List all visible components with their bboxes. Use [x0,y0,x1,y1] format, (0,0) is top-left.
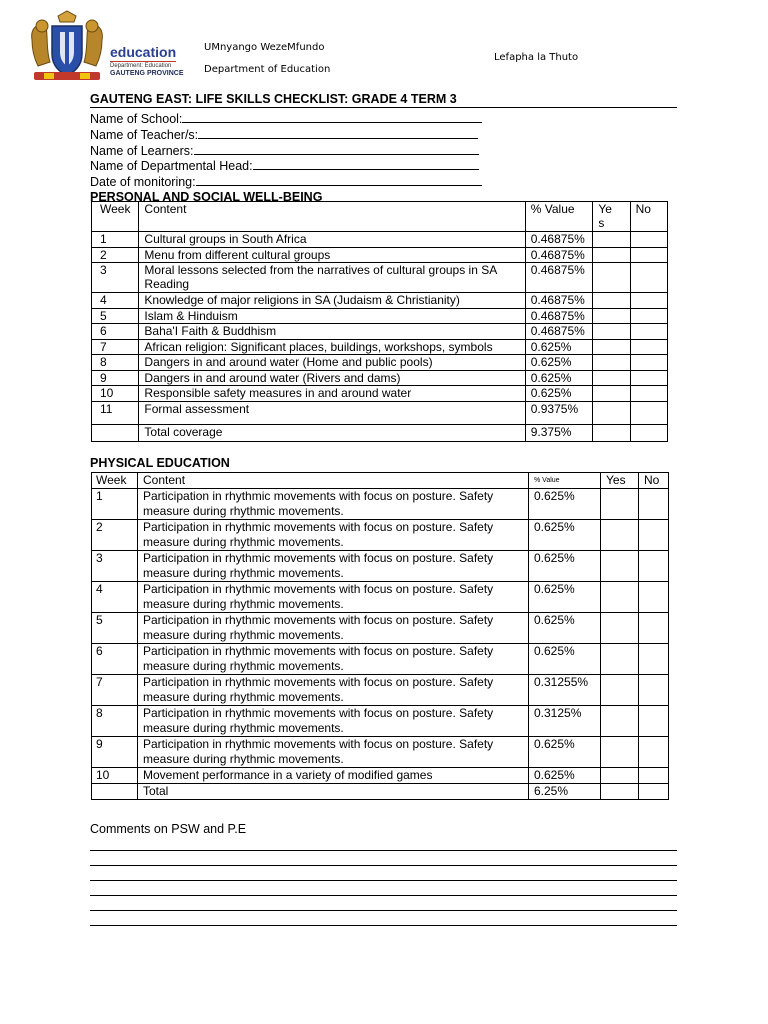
yes-checkbox-cell[interactable] [593,232,630,248]
table-row [92,551,669,582]
column-header-content: Content [139,202,525,232]
yes-checkbox-cell[interactable] [593,370,630,386]
content-cell: Movement performance in a variety of modified games [138,768,529,784]
content-cell: Participation in rhythmic movements with focus on posture. Safety measure during rhythmic movements. [138,675,529,706]
pe-header-row [92,473,669,489]
content-cell: Participation in rhythmic movements with focus on posture. Safety measure during rhythmic movements. [138,520,529,551]
value-cell: 0.46875% [525,247,593,263]
table-row [92,232,668,248]
value-cell: 0.625% [529,737,601,768]
yes-checkbox-cell[interactable] [601,784,639,800]
pe-table [91,472,669,800]
head-label: Name of Departmental Head: [90,159,253,174]
document-title: GAUTENG EAST: LIFE SKILLS CHECKLIST: GRADE 4 TERM 3 [90,92,677,108]
content-cell: Participation in rhythmic movements with focus on posture. Safety measure during rhythmic movements. [138,489,529,520]
value-cell: 6.25% [529,784,601,800]
psw-table [91,201,668,442]
content-cell: Dangers in and around water (Home and public pools) [139,355,525,371]
content-cell: Menu from different cultural groups [139,247,525,263]
week-cell: 9 [92,370,139,386]
value-cell: 0.31255% [529,675,601,706]
content-cell: Participation in rhythmic movements with focus on posture. Safety measure during rhythmic movements. [138,582,529,613]
week-cell: 5 [92,613,138,644]
teacher-blank-line [198,127,478,139]
table-row [92,308,668,324]
column-header-week: Week [92,473,138,489]
no-checkbox-cell[interactable] [639,768,669,784]
teacher-label: Name of Teacher/s: [90,127,199,142]
date-label: Date of monitoring: [90,175,196,190]
content-cell: African religion: Significant places, buildings, workshops, symbols [139,339,525,355]
comment-line[interactable] [90,895,677,896]
no-checkbox-cell[interactable] [630,339,667,355]
content-cell: Participation in rhythmic movements with focus on posture. Safety measure during rhythmic movements. [138,613,529,644]
value-cell: 0.9375% [525,401,593,424]
table-row [92,706,669,737]
yes-checkbox-cell[interactable] [601,706,639,737]
no-checkbox-cell[interactable] [630,401,667,424]
no-checkbox-cell[interactable] [639,706,669,737]
content-cell: Participation in rhythmic movements with focus on posture. Safety measure during rhythmic movements. [138,551,529,582]
no-checkbox-cell[interactable] [630,232,667,248]
table-row [92,489,669,520]
yes-checkbox-cell[interactable] [601,551,639,582]
no-checkbox-cell[interactable] [630,263,667,293]
value-cell: 0.46875% [525,308,593,324]
yes-checkbox-cell[interactable] [593,339,630,355]
week-cell: 4 [92,582,138,613]
yes-checkbox-cell[interactable] [593,293,630,309]
yes-checkbox-cell[interactable] [601,613,639,644]
week-cell: 6 [92,324,139,340]
no-checkbox-cell[interactable] [630,370,667,386]
value-cell: 0.46875% [525,232,593,248]
content-cell: Dangers in and around water (Rivers and dams) [139,370,525,386]
yes-checkbox-cell[interactable] [593,401,630,424]
zulu-department-name: UMnyango WezeMfundo [204,42,325,53]
content-cell: Islam & Hinduism [139,308,525,324]
value-cell: 0.625% [529,613,601,644]
content-cell: Moral lessons selected from the narratives of cultural groups in SA Reading [139,263,525,293]
no-checkbox-cell[interactable] [639,520,669,551]
no-checkbox-cell[interactable] [639,737,669,768]
comment-line[interactable] [90,925,677,926]
yes-checkbox-cell[interactable] [601,582,639,613]
no-checkbox-cell[interactable] [630,386,667,402]
week-cell: 4 [92,293,139,309]
english-department-name: Department of Education [204,64,331,75]
content-cell: Participation in rhythmic movements with focus on posture. Safety measure during rhythmic movements. [138,737,529,768]
week-cell: 10 [92,386,139,402]
yes-checkbox-cell[interactable] [601,675,639,706]
table-row [92,386,668,402]
yes-checkbox-cell[interactable] [601,644,639,675]
comment-line[interactable] [90,910,677,911]
province-label: GAUTENG PROVINCE [110,70,184,77]
value-cell: 9.375% [525,424,593,441]
value-cell: 0.625% [529,768,601,784]
week-cell: 8 [92,706,138,737]
content-cell: Formal assessment [139,401,525,424]
column-header-week: Week [92,202,139,232]
week-cell [92,424,139,441]
value-cell: 0.625% [529,582,601,613]
no-checkbox-cell[interactable] [639,644,669,675]
table-row [92,768,669,784]
table-row [92,737,669,768]
week-cell: 2 [92,520,138,551]
yes-checkbox-cell[interactable] [593,308,630,324]
week-cell: 7 [92,339,139,355]
column-header-no: No [630,202,667,232]
department-sub-label: Department: Education [110,63,172,69]
week-cell: 6 [92,644,138,675]
no-checkbox-cell[interactable] [630,308,667,324]
no-checkbox-cell[interactable] [639,582,669,613]
table-row [92,582,669,613]
content-cell: Participation in rhythmic movements with focus on posture. Safety measure during rhythmic movements. [138,644,529,675]
table-row [92,355,668,371]
yes-checkbox-cell[interactable] [601,768,639,784]
school-blank-line [182,111,482,123]
column-header-no: No [639,473,669,489]
no-checkbox-cell[interactable] [630,424,667,441]
table-row [92,263,668,293]
psw-heading: PERSONAL AND SOCIAL WELL-BEING [90,189,323,204]
value-cell: 0.625% [529,520,601,551]
column-header-content: Content [138,473,529,489]
sotho-department-name: Lefapha la Thuto [494,52,579,63]
school-field[interactable] [90,111,482,127]
value-cell: 0.625% [525,355,593,371]
value-cell: 0.625% [525,339,593,355]
week-cell: 10 [92,768,138,784]
comment-line[interactable] [90,850,677,851]
value-cell: 0.625% [525,370,593,386]
content-cell: Participation in rhythmic movements with focus on posture. Safety measure during rhythmic movements. [138,706,529,737]
no-checkbox-cell[interactable] [639,613,669,644]
yes-checkbox-cell[interactable] [593,386,630,402]
table-row [92,675,669,706]
no-checkbox-cell[interactable] [639,784,669,800]
column-header-yes: Yes [601,473,639,489]
value-cell: 0.46875% [525,293,593,309]
value-cell: 0.625% [529,551,601,582]
week-cell: 8 [92,355,139,371]
content-cell: Cultural groups in South Africa [139,232,525,248]
date-blank-line [196,174,482,186]
comment-line[interactable] [90,865,677,866]
yes-checkbox-cell[interactable] [601,489,639,520]
week-cell: 1 [92,232,139,248]
wordmark-divider [110,61,176,62]
value-cell: 0.46875% [525,324,593,340]
no-checkbox-cell[interactable] [639,551,669,582]
coat-of-arms-icon [24,10,110,84]
table-row [92,324,668,340]
info-fields [90,111,482,205]
week-cell: 2 [92,247,139,263]
week-cell: 3 [92,551,138,582]
value-cell: 0.625% [525,386,593,402]
pe-heading: PHYSICAL EDUCATION [90,456,230,470]
no-checkbox-cell[interactable] [639,489,669,520]
yes-checkbox-cell[interactable] [601,520,639,551]
column-header-yes [593,202,630,232]
table-row [92,644,669,675]
no-checkbox-cell[interactable] [630,324,667,340]
content-cell: Baha'I Faith & Buddhism [139,324,525,340]
education-label: education [110,44,177,60]
table-row [92,339,668,355]
table-row [92,247,668,263]
column-header-value: % Value [529,473,601,489]
table-row [92,613,669,644]
table-row [92,424,668,441]
table-row [92,293,668,309]
value-cell: 0.625% [529,644,601,675]
value-cell: 0.46875% [525,263,593,293]
psw-header-row [92,202,668,232]
comment-line[interactable] [90,880,677,881]
education-wordmark [110,44,184,77]
no-checkbox-cell[interactable] [630,355,667,371]
no-checkbox-cell[interactable] [630,293,667,309]
column-header-value: % Value [525,202,593,232]
week-cell: 9 [92,737,138,768]
date-field[interactable] [90,174,482,190]
school-label: Name of School: [90,112,183,126]
table-row [92,784,669,800]
week-cell [92,784,138,800]
yes-checkbox-cell[interactable] [593,324,630,340]
content-cell: Total [138,784,529,800]
week-cell: 11 [92,401,139,424]
table-row [92,401,668,424]
learners-label: Name of Learners: [90,143,194,158]
yes-checkbox-cell[interactable] [593,247,630,263]
value-cell: 0.625% [529,489,601,520]
yes-header-label: Yes [598,202,612,230]
no-checkbox-cell[interactable] [630,247,667,263]
content-cell: Knowledge of major religions in SA (Judaism & Christianity) [139,293,525,309]
week-cell: 3 [92,263,139,293]
no-checkbox-cell[interactable] [639,675,669,706]
teacher-field[interactable] [90,127,482,143]
week-cell: 7 [92,675,138,706]
yes-checkbox-cell[interactable] [593,355,630,371]
content-cell: Total coverage [139,424,525,441]
value-cell: 0.3125% [529,706,601,737]
table-row [92,520,669,551]
yes-checkbox-cell[interactable] [593,424,630,441]
learners-field[interactable] [90,143,482,159]
head-blank-line [253,158,479,170]
comments-label: Comments on PSW and P.E [90,822,247,836]
head-field[interactable] [90,158,482,174]
yes-checkbox-cell[interactable] [593,263,630,293]
yes-checkbox-cell[interactable] [601,737,639,768]
table-row [92,370,668,386]
week-cell: 5 [92,308,139,324]
content-cell: Responsible safety measures in and around water [139,386,525,402]
learners-blank-line [194,143,479,155]
week-cell: 1 [92,489,138,520]
